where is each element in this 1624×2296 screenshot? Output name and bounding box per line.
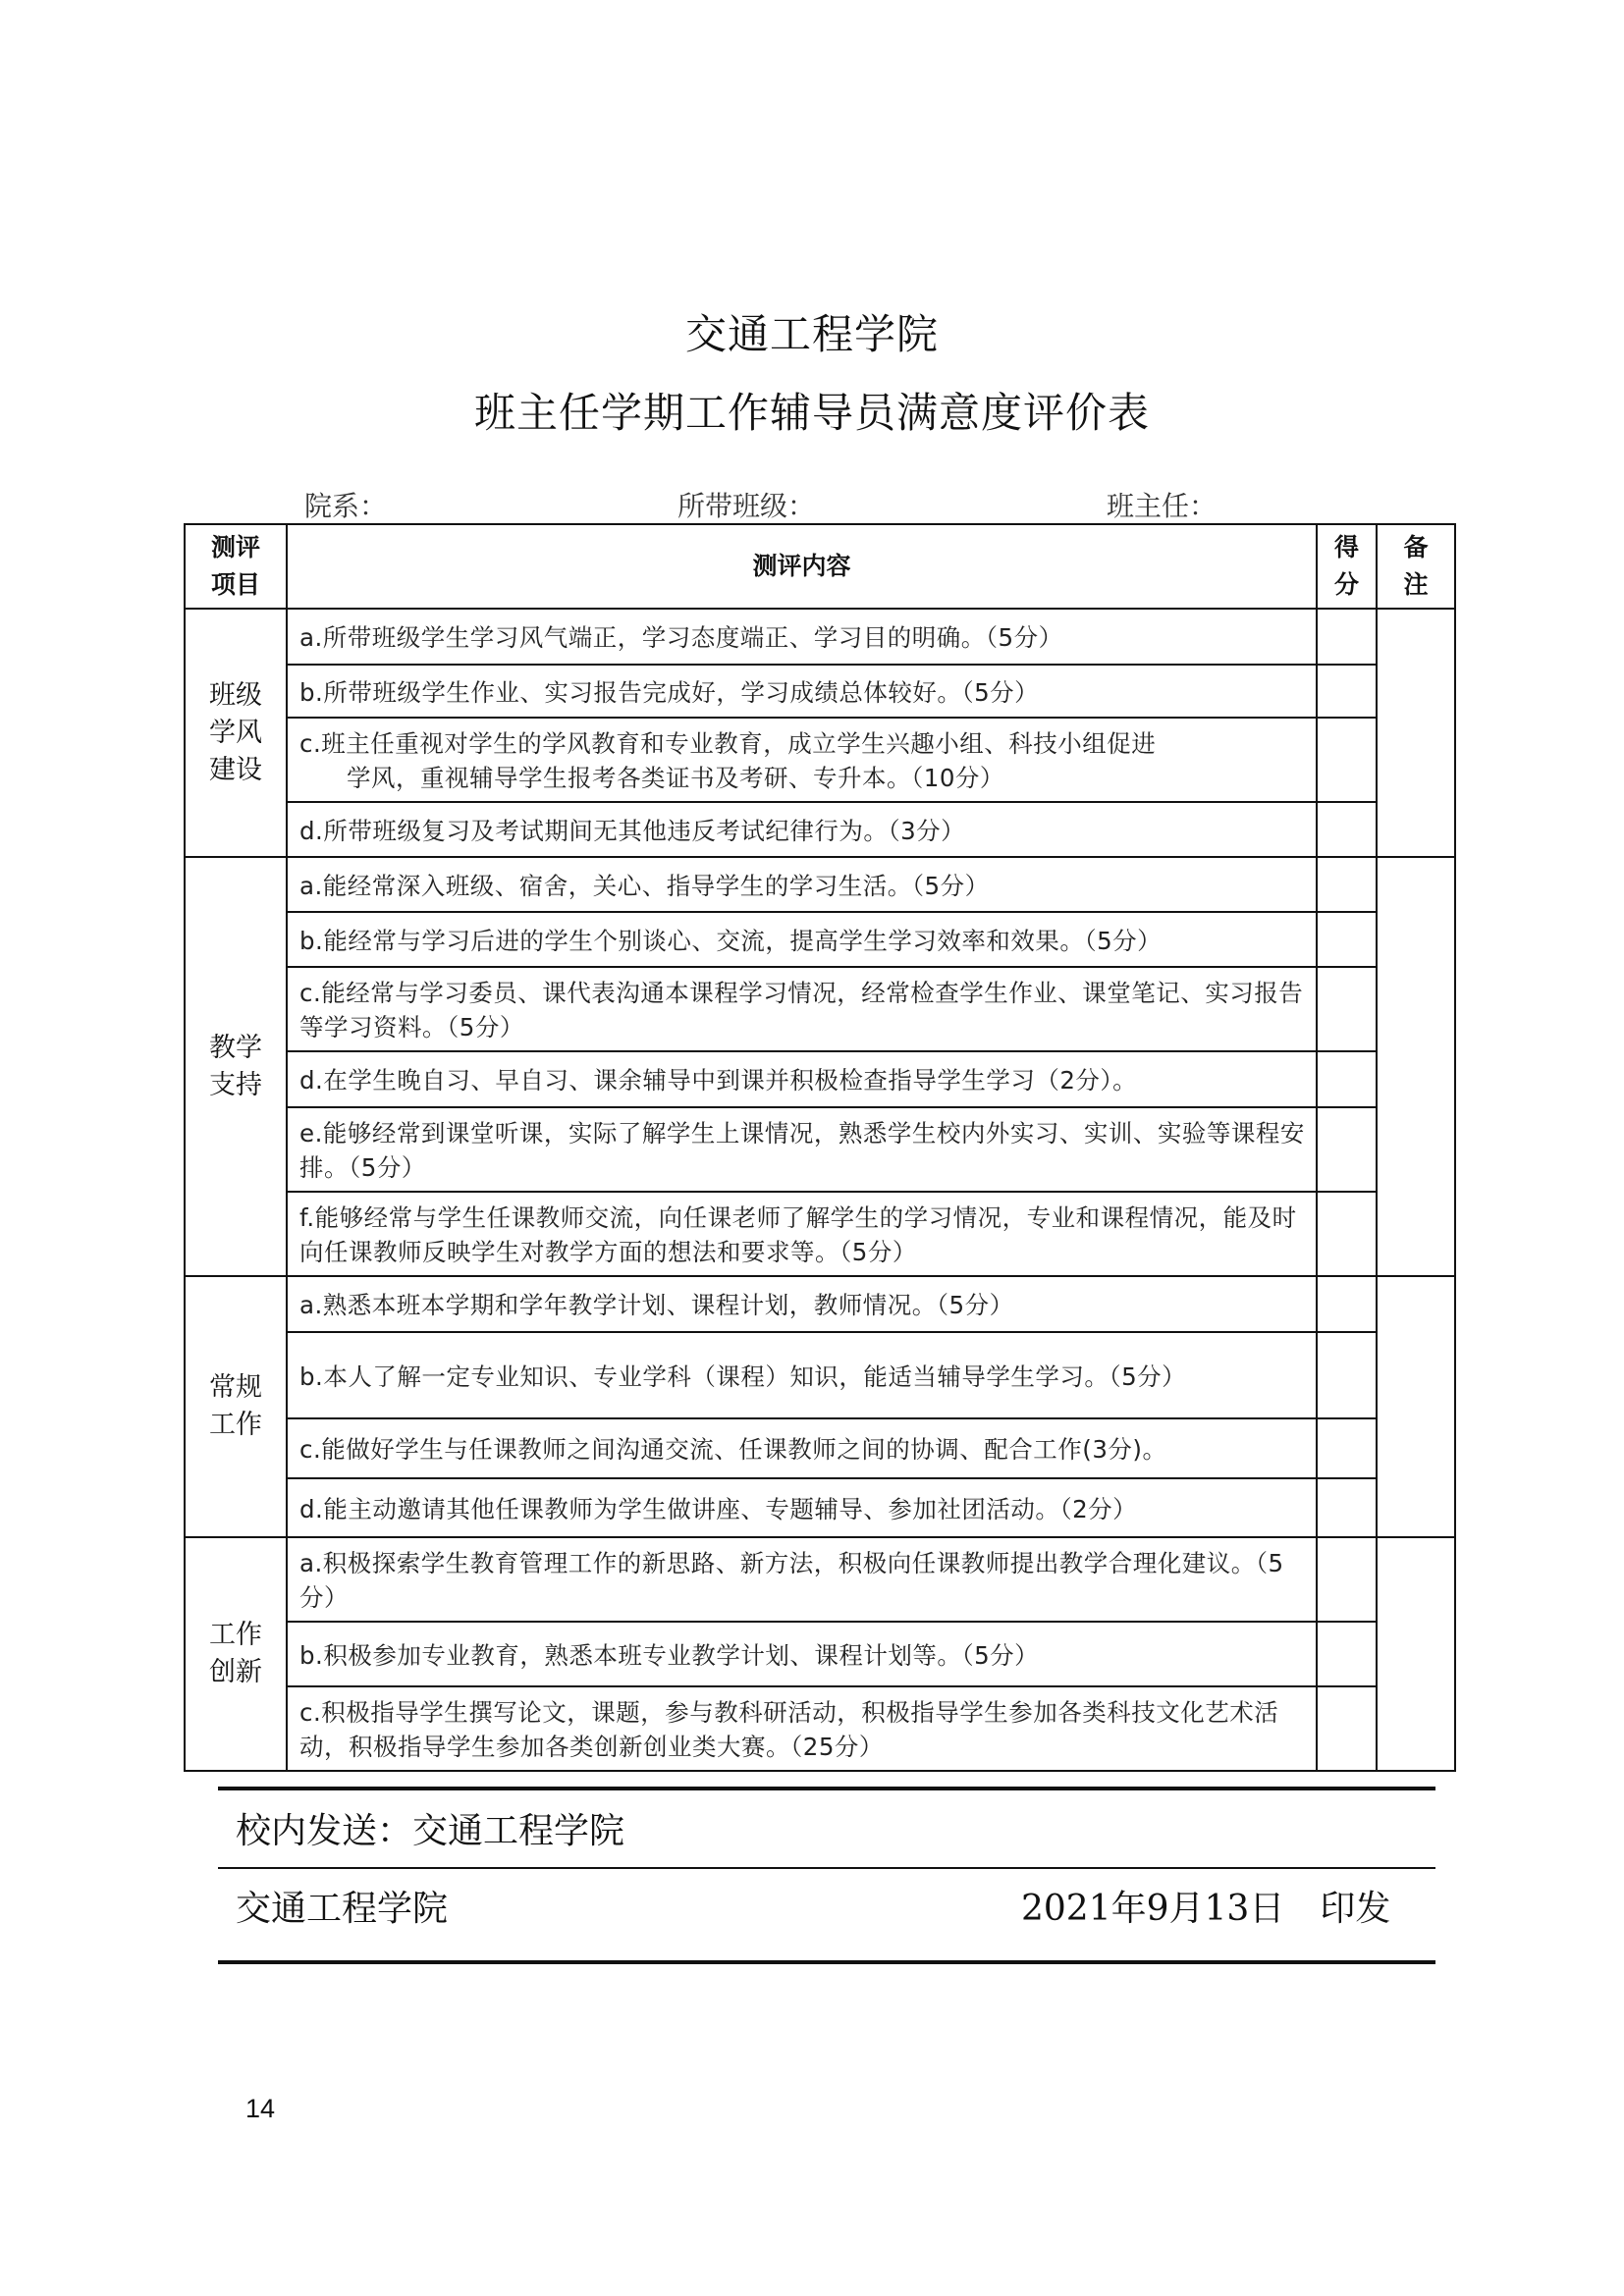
criterion-item: d.在学生晚自习、早自习、课余辅导中到课并积极检查指导学生学习（2分）。: [287, 1051, 1317, 1107]
table-row: [185, 718, 1455, 802]
score-cell[interactable]: [1317, 1192, 1377, 1276]
table-row: [185, 802, 1455, 857]
table-row: [185, 912, 1455, 967]
category-cell: 班级 学风 建设: [185, 609, 287, 857]
table-row: [185, 1192, 1455, 1276]
score-cell[interactable]: [1317, 1332, 1377, 1418]
score-cell[interactable]: [1317, 609, 1377, 665]
criterion-item: a.能经常深入班级、宿舍，关心、指导学生的学习生活。（5分）: [287, 857, 1317, 912]
evaluation-table: [184, 523, 1456, 1772]
class-label: 所带班级：: [677, 490, 816, 522]
footer-rule-bottom: [218, 1960, 1435, 1964]
table-row: [185, 1276, 1455, 1332]
table-row: [185, 1332, 1455, 1418]
score-cell[interactable]: [1317, 1622, 1377, 1686]
teacher-label: 班主任：: [1107, 490, 1218, 522]
footer-rule-top: [218, 1787, 1435, 1790]
header-score: 得 分: [1317, 524, 1377, 609]
table-row: [185, 1418, 1455, 1478]
header-content: 测评内容: [287, 524, 1317, 609]
remark-cell[interactable]: [1377, 609, 1455, 857]
table-row: [185, 609, 1455, 665]
score-cell[interactable]: [1317, 1478, 1377, 1537]
criterion-item: c.积极指导学生撰写论文，课题，参与教科研活动，积极指导学生参加各类科技文化艺术活动，积极指导学生参加各类创新创业类大赛。（25分）: [287, 1686, 1317, 1771]
criterion-item: d.所带班级复习及考试期间无其他违反考试纪律行为。（3分）: [287, 802, 1317, 857]
table-row: [185, 857, 1455, 912]
criterion-item: c.班主任重视对学生的学风教育和专业教育，成立学生兴趣小组、科技小组促进 学风，重视辅导学生报考各类证书及考研、专升本。（10分）: [287, 718, 1317, 802]
criterion-item: a.积极探索学生教育管理工作的新思路、新方法，积极向任课教师提出教学合理化建议。（5分）: [287, 1537, 1317, 1622]
score-cell[interactable]: [1317, 967, 1377, 1051]
score-cell[interactable]: [1317, 1276, 1377, 1332]
score-cell[interactable]: [1317, 665, 1377, 718]
department-label: 院系：: [304, 490, 388, 522]
score-cell[interactable]: [1317, 802, 1377, 857]
remark-cell[interactable]: [1377, 1276, 1455, 1537]
score-cell[interactable]: [1317, 718, 1377, 802]
criterion-item: a.熟悉本班本学期和学年教学计划、课程计划，教师情况。（5分）: [287, 1276, 1317, 1332]
criterion-item: b.积极参加专业教育，熟悉本班专业教学计划、课程计划等。（5分）: [287, 1622, 1317, 1686]
category-cell: 工作 创新: [185, 1537, 287, 1771]
header-category: 测评 项目: [185, 524, 287, 609]
footer-rule-middle: [218, 1867, 1435, 1869]
score-cell[interactable]: [1317, 1051, 1377, 1107]
score-cell[interactable]: [1317, 912, 1377, 967]
criterion-item: c.能做好学生与任课教师之间沟通交流、任课教师之间的协调、配合工作(3分)。: [287, 1418, 1317, 1478]
criterion-item: d.能主动邀请其他任课教师为学生做讲座、专题辅导、参加社团活动。（2分）: [287, 1478, 1317, 1537]
table-row: [185, 1051, 1455, 1107]
remark-cell[interactable]: [1377, 857, 1455, 1276]
form-title: 班主任学期工作辅导员满意度评价表: [473, 389, 1150, 437]
issuer-name: 交通工程学院: [236, 1889, 449, 1929]
page-number: 14: [245, 2094, 276, 2123]
issue-date: 2021年9月13日 印发: [1021, 1889, 1391, 1929]
distribution-line: 校内发送：交通工程学院: [236, 1811, 625, 1851]
score-cell[interactable]: [1317, 1418, 1377, 1478]
criterion-item: f.能够经常与学生任课教师交流，向任课老师了解学生的学习情况，专业和课程情况，能及时向任课教师反映学生对教学方面的想法和要求等。（5分）: [287, 1192, 1317, 1276]
table-row: [185, 1622, 1455, 1686]
criterion-item: b.所带班级学生作业、实习报告完成好，学习成绩总体较好。（5分）: [287, 665, 1317, 718]
criterion-item: b.本人了解一定专业知识、专业学科（课程）知识，能适当辅导学生学习。（5分）: [287, 1332, 1317, 1418]
remark-cell[interactable]: [1377, 1537, 1455, 1771]
score-cell[interactable]: [1317, 857, 1377, 912]
score-cell[interactable]: [1317, 1107, 1377, 1192]
table-row: [185, 1686, 1455, 1771]
criterion-item: c.能经常与学习委员、课代表沟通本课程学习情况，经常检查学生作业、课堂笔记、实习报告等学习资料。（5分）: [287, 967, 1317, 1051]
table-header-row: [185, 524, 1455, 609]
category-cell: 教学 支持: [185, 857, 287, 1276]
table-row: [185, 967, 1455, 1051]
institution-title: 交通工程学院: [684, 310, 939, 358]
table-row: [185, 1107, 1455, 1192]
criterion-item: e.能够经常到课堂听课，实际了解学生上课情况，熟悉学生校内外实习、实训、实验等课程安排。（5分）: [287, 1107, 1317, 1192]
criterion-item: b.能经常与学习后进的学生个别谈心、交流，提高学生学习效率和效果。（5分）: [287, 912, 1317, 967]
table-row: [185, 1537, 1455, 1622]
score-cell[interactable]: [1317, 1686, 1377, 1771]
score-cell[interactable]: [1317, 1537, 1377, 1622]
category-cell: 常规 工作: [185, 1276, 287, 1537]
table-row: [185, 665, 1455, 718]
header-remark: 备 注: [1377, 524, 1455, 609]
criterion-item: a.所带班级学生学习风气端正，学习态度端正、学习目的明确。（5分）: [287, 609, 1317, 665]
table-row: [185, 1478, 1455, 1537]
